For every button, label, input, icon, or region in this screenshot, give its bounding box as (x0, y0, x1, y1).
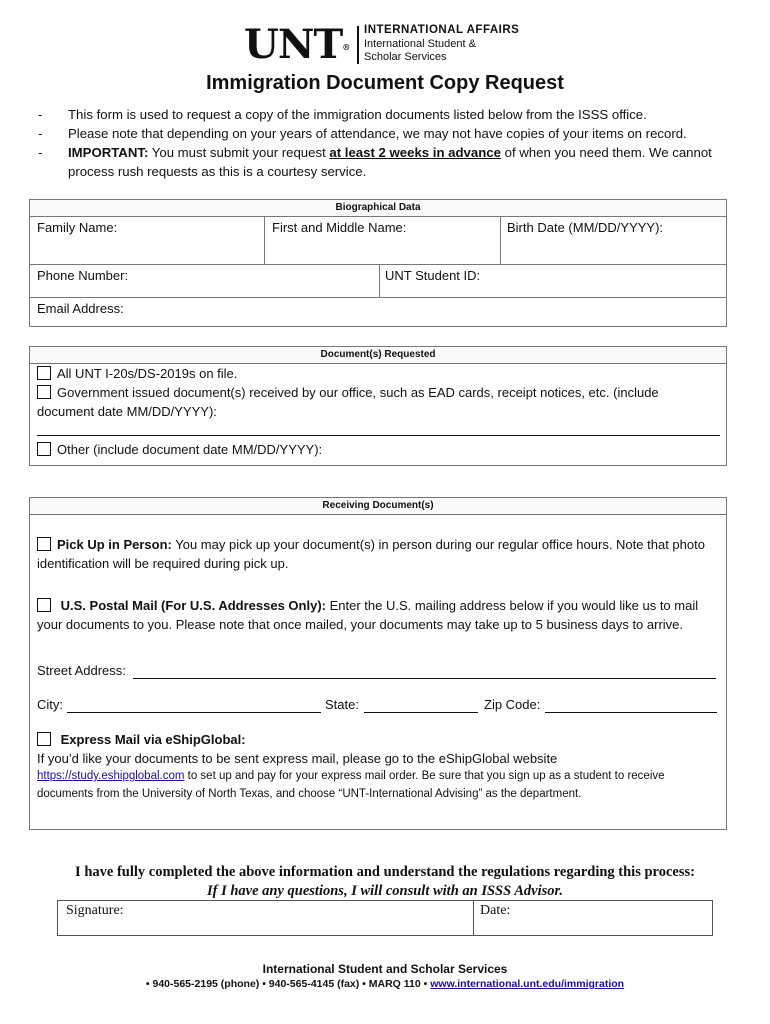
signature-label: Signature: (66, 903, 124, 918)
cell-divider (473, 901, 474, 935)
intro-item (38, 124, 728, 143)
document-date-line[interactable] (37, 435, 720, 436)
biographical-section (29, 199, 727, 327)
mail-title: U.S. Postal Mail (For U.S. Addresses Only): (60, 598, 326, 613)
bullet-dash: - (38, 126, 43, 141)
checkbox-all-i20[interactable] (37, 366, 51, 380)
doc-option-3-label: Other (include document date MM/DD/YYYY): (57, 442, 323, 457)
intro-item (38, 105, 728, 124)
row-divider (30, 264, 726, 265)
intro-item (38, 143, 728, 181)
important-text-a: You must submit your request (148, 145, 330, 160)
documents-section (29, 346, 727, 466)
footer-contact (0, 978, 770, 990)
bullet-dash: - (38, 107, 43, 122)
checkbox-express[interactable] (37, 732, 51, 746)
zip-line[interactable] (545, 712, 717, 713)
zip-label: Zip Code: (484, 697, 541, 712)
logo-line-1: INTERNATIONAL AFFAIRS (364, 24, 520, 36)
website-link[interactable]: www.international.unt.edu/immigration (430, 978, 625, 990)
first-middle-name-label: First and Middle Name: (272, 220, 407, 235)
intro-text-3 (68, 143, 728, 181)
section-heading: Biographical Data (30, 200, 726, 217)
logo-line-3: Scholar Services (364, 51, 447, 63)
receiving-section (29, 497, 727, 830)
doc-option-1-label: All UNT I-20s/DS-2019s on file. (57, 366, 238, 381)
state-line[interactable] (364, 712, 478, 713)
checkbox-government-docs[interactable] (37, 385, 51, 399)
email-label: Email Address: (37, 301, 124, 316)
state-label: State: (325, 697, 359, 712)
intro-text-2: Please note that depending on your years of attendance, we may not have copies of your items on record. (68, 126, 687, 141)
street-address-line[interactable] (133, 678, 716, 679)
doc-option-2-label: Government issued document(s) received by our office, such as EAD cards, receipt notices, etc. (include document date MM/DD/YYYY): (37, 385, 659, 419)
doc-option-1 (37, 364, 717, 383)
important-text-b: of when you need them. We cannot process rush requests as this is a courtesy service. (68, 145, 712, 179)
cell-divider (264, 216, 265, 264)
pickup-option (37, 535, 719, 573)
section-heading: Document(s) Requested (30, 347, 726, 364)
important-label: IMPORTANT: (68, 145, 149, 160)
bullet-dash: - (38, 145, 43, 160)
city-label: City: (37, 697, 63, 712)
checkbox-pickup[interactable] (37, 537, 51, 551)
street-address-label: Street Address: (37, 663, 126, 678)
cell-divider (379, 264, 380, 297)
pickup-title: Pick Up in Person: (57, 537, 172, 552)
cell-divider (500, 216, 501, 264)
logo-divider (357, 26, 359, 64)
important-emphasis: at least 2 weeks in advance (329, 145, 501, 160)
signature-box (57, 900, 713, 936)
certify-statement: I have fully completed the above information and understand the regulations regarding this process: (75, 864, 695, 880)
date-label: Date: (480, 903, 511, 918)
footer-org: International Student and Scholar Services (262, 962, 508, 976)
express-details (37, 767, 719, 803)
pickup-text: You may pick up your document(s) in person during our regular office hours. Note that photo identification will be required during pick up. (37, 537, 705, 571)
page-title: Immigration Document Copy Request (206, 72, 564, 94)
checkbox-postal-mail[interactable] (37, 598, 51, 612)
checkbox-other[interactable] (37, 442, 51, 456)
section-heading: Receiving Document(s) (30, 498, 726, 515)
unt-logo (244, 21, 350, 68)
logo-wordmark: UNT (244, 21, 343, 68)
express-line: If you’d like your documents to be sent express mail, please go to the eShipGlobal website (37, 751, 558, 766)
doc-option-2 (37, 383, 717, 421)
express-title: Express Mail via eShipGlobal: (60, 732, 246, 747)
express-rest-text: to set up and pay for your express mail order. Be sure that you sign up as a student to receive documents from the University of North Texas, and choose “UNT-International Advising” as the department. (37, 770, 665, 800)
mail-text: Enter the U.S. mailing address below if you would like us to mail your documents to you. Please note that once mailed, your documents may take up to 5 business days to arrive. (37, 598, 699, 632)
city-line[interactable] (67, 712, 321, 713)
eshipglobal-link[interactable]: https://study.eshipglobal.com (37, 770, 185, 782)
family-name-label: Family Name: (37, 220, 118, 235)
registered-mark: ® (342, 42, 350, 52)
doc-option-3 (37, 440, 717, 459)
intro-list (38, 105, 728, 181)
intro-text-1: This form is used to request a copy of the immigration documents listed below from the ISSS office. (68, 107, 647, 122)
row-divider (30, 297, 726, 298)
footer-contact-text: • 940-565-2195 (phone) • 940-565-4145 (fax) • MARQ 110 • (145, 978, 431, 990)
express-option (37, 730, 719, 749)
advisor-statement: If I have any questions, I will consult with an ISSS Advisor. (206, 883, 564, 899)
mail-option (37, 596, 719, 634)
birth-date-label: Birth Date (MM/DD/YYYY): (507, 220, 664, 235)
phone-label: Phone Number: (37, 268, 129, 283)
logo-line-2: International Student & (364, 38, 476, 50)
student-id-label: UNT Student ID: (385, 268, 481, 283)
